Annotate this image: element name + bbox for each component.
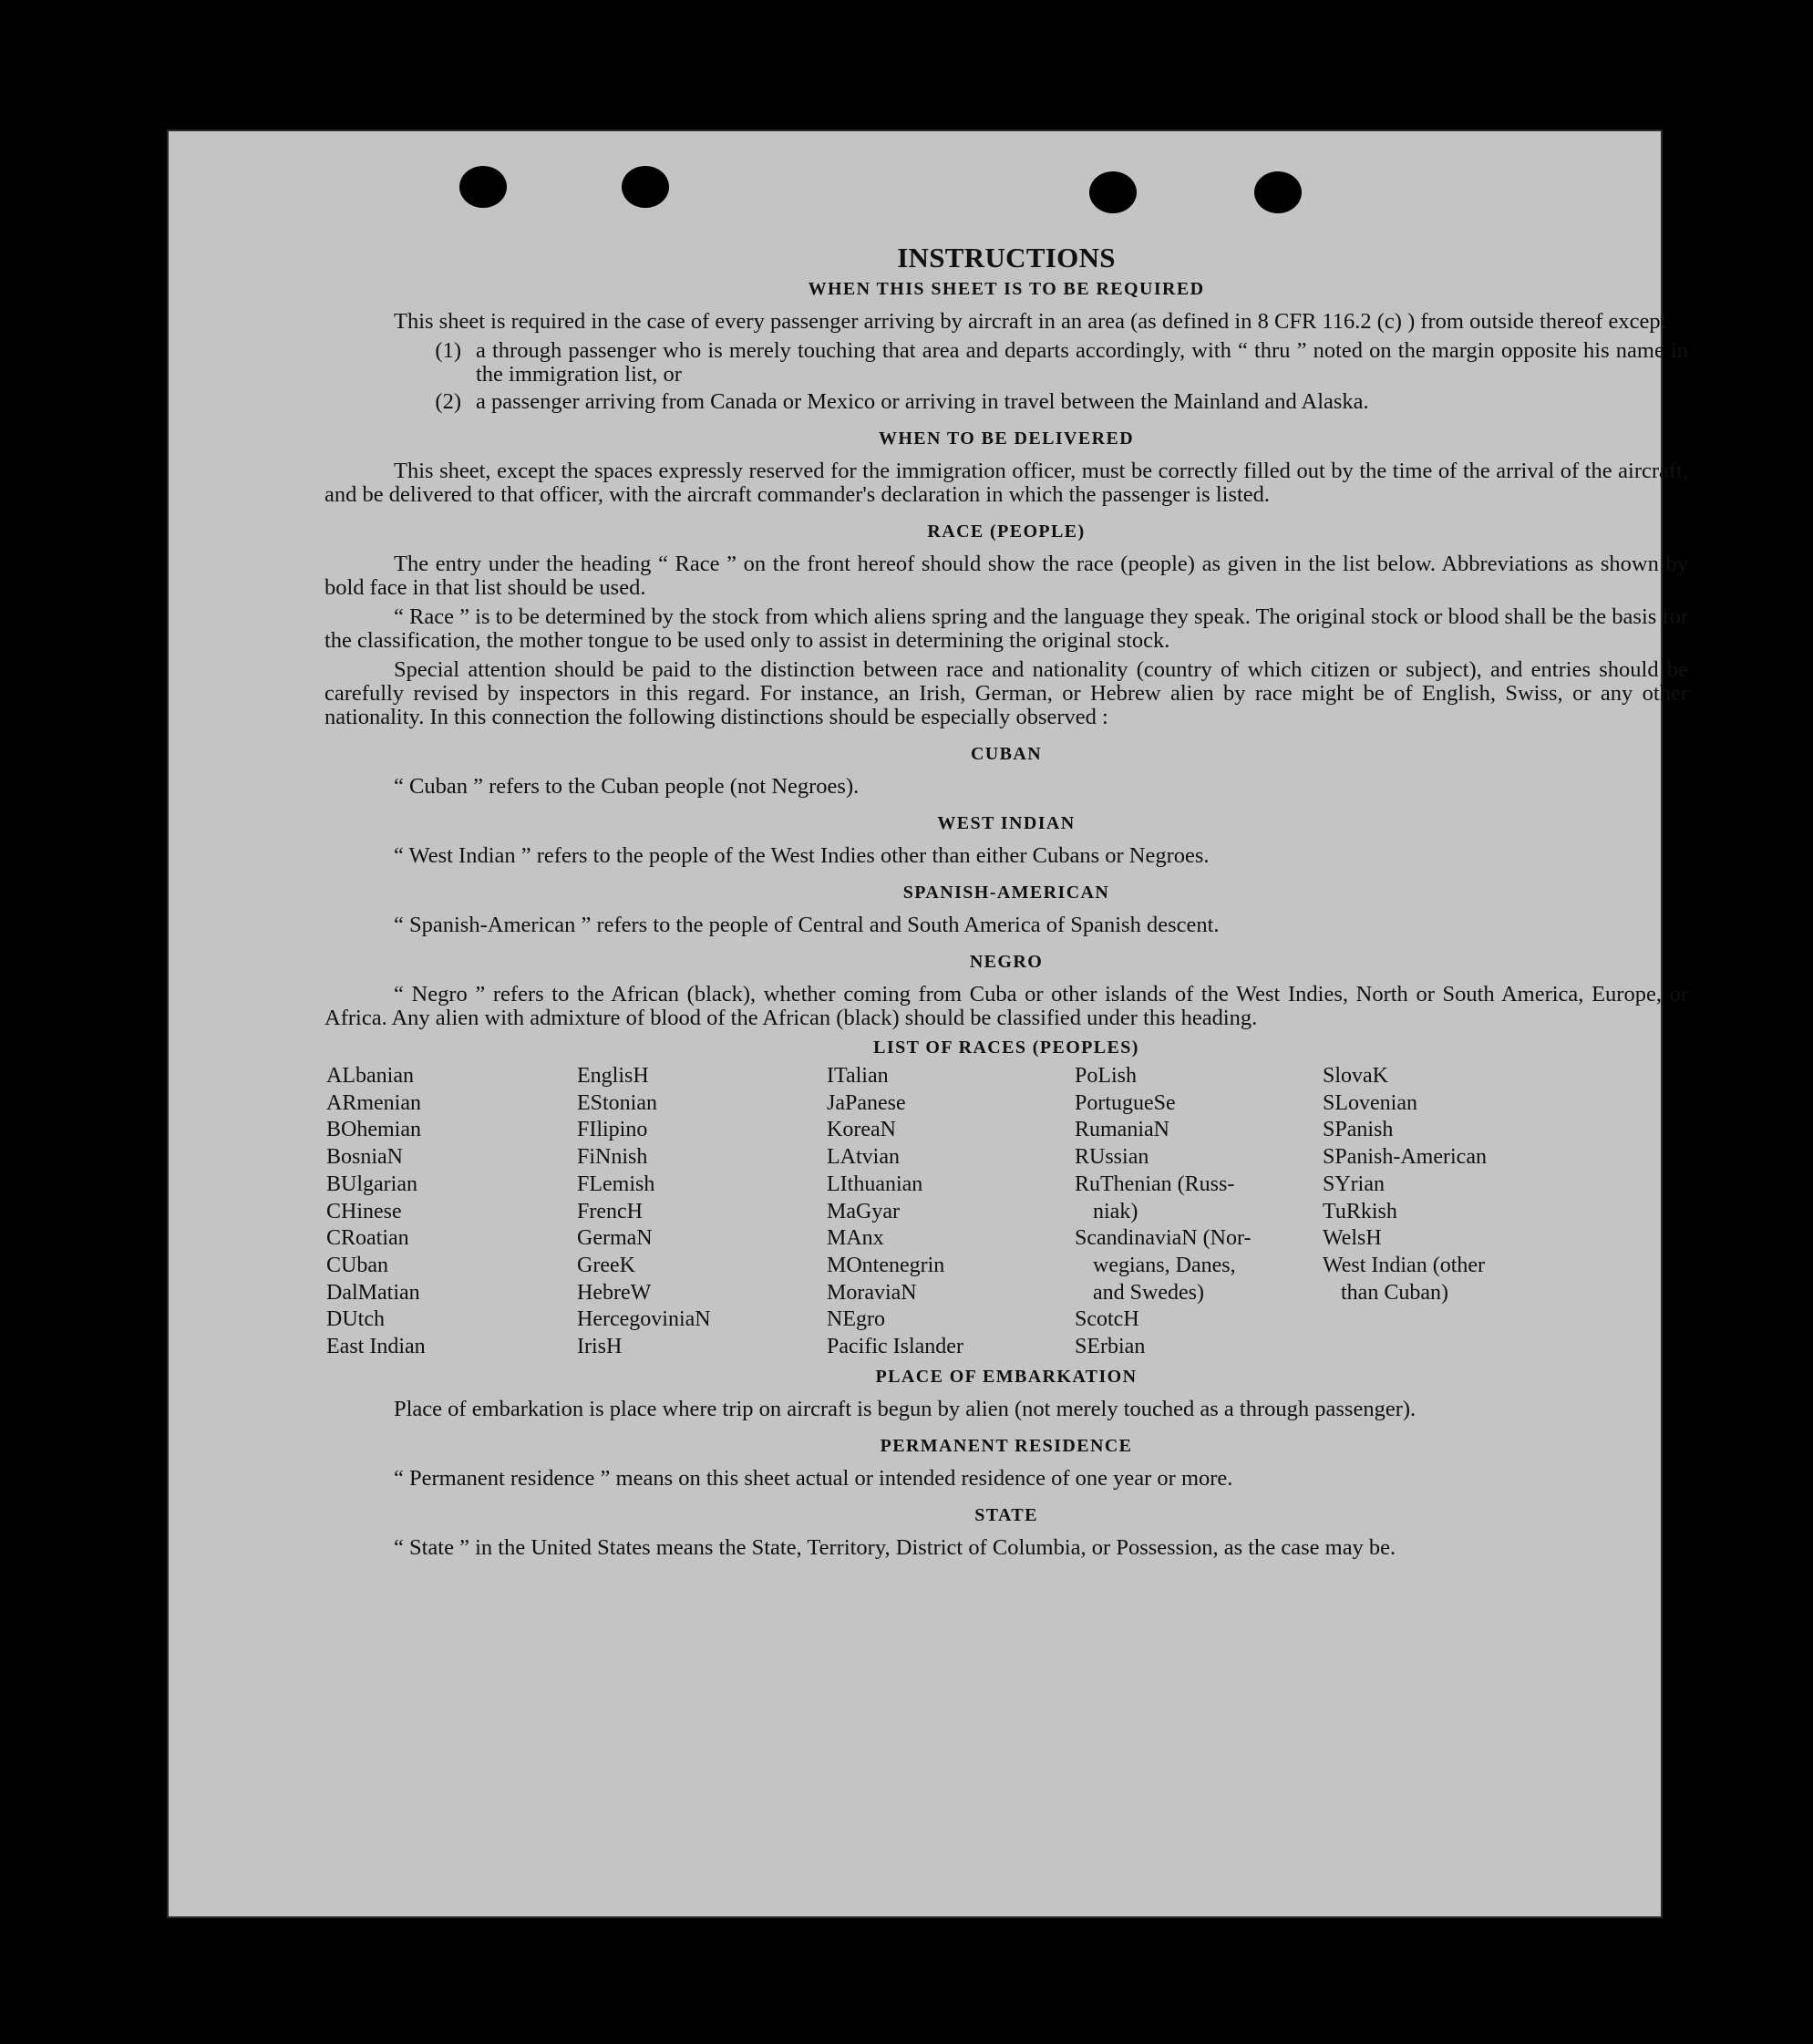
paragraph: “ Cuban ” refers to the Cuban people (not Negroes).	[394, 774, 860, 799]
race-entry: TuRkish	[1323, 1199, 1397, 1223]
race-entry: PortugueSe	[1075, 1090, 1176, 1115]
punch-hole	[622, 166, 669, 208]
race-entry: FrencH	[577, 1199, 643, 1223]
paragraph: Special attention should be paid to the distinction between race and nationality (country of which citizen or subject), and entries should be carefully revised by inspectors in this regard. For instance, an Irish, German, or Hebrew alien by race might be of English, Swiss, or any other nationality. In this connection the following distinctions should be especially observed :	[324, 657, 1688, 729]
section-heading: WHEN TO BE DELIVERED	[878, 428, 1135, 449]
races-list	[326, 1063, 1688, 1361]
paragraph: “ State ” in the United States means the State, Territory, District of Columbia, or Possession, as the case may be.	[394, 1534, 1396, 1560]
race-entry: PoLish	[1075, 1064, 1138, 1088]
punch-hole	[459, 166, 507, 208]
race-entry: FLemish	[577, 1172, 655, 1196]
race-entry: JaPanese	[827, 1090, 906, 1115]
punch-hole	[1089, 171, 1137, 213]
race-entry: SlovaK	[1323, 1064, 1388, 1088]
race-entry: BOhemian	[326, 1118, 421, 1142]
race-entry: LAtvian	[827, 1145, 900, 1170]
punch-hole	[1254, 171, 1302, 213]
race-entry-continued: wegians, Danes,	[1093, 1253, 1236, 1277]
race-entry: HebreW	[577, 1280, 652, 1305]
races-column	[827, 1063, 1075, 1361]
race-entry: MOntenegrin	[827, 1253, 945, 1277]
races-column	[1075, 1063, 1323, 1361]
paragraph: “ West Indian ” refers to the people of the West Indies other than either Cubans or Negroes.	[394, 843, 1210, 868]
list-item	[324, 390, 1688, 414]
race-entry: ITalian	[827, 1064, 889, 1088]
race-entry: West Indian (other	[1323, 1253, 1486, 1277]
section-heading: LIST OF RACES (PEOPLES)	[873, 1037, 1139, 1058]
section-heading: WHEN THIS SHEET IS TO BE REQUIRED	[808, 279, 1205, 299]
race-entry: NEgro	[827, 1307, 885, 1332]
section-heading: WEST INDIAN	[937, 813, 1076, 833]
race-entry: DalMatian	[326, 1280, 420, 1305]
race-entry: CRoatian	[326, 1226, 409, 1251]
race-entry: GermaN	[577, 1226, 653, 1251]
race-entry: MAnx	[827, 1226, 884, 1251]
race-entry: GreeK	[577, 1253, 635, 1277]
paragraph: This sheet is required in the case of every passenger arriving by aircraft in an area (as defined in 8 CFR 116.2 (c) ) from outside thereof except	[394, 309, 1667, 334]
item-text: a passenger arriving from Canada or Mexico or arriving in travel between the Mainland and Alaska.	[476, 389, 1369, 414]
race-entry: HercegoviniaN	[577, 1307, 711, 1332]
paragraph: “ Spanish-American ” refers to the people of Central and South America of Spanish descent.	[394, 913, 1220, 937]
document-sheet	[167, 129, 1688, 1918]
paragraph: “ Permanent residence ” means on this sheet actual or intended residence of one year or more.	[394, 1465, 1233, 1491]
races-column	[326, 1063, 577, 1361]
race-entry: RUssian	[1075, 1145, 1149, 1170]
race-entry: BosniaN	[326, 1145, 403, 1170]
section-heading: NEGRO	[969, 952, 1044, 972]
race-entry: DUtch	[326, 1307, 385, 1332]
race-entry: CHinese	[326, 1199, 402, 1223]
section-heading: STATE	[974, 1504, 1038, 1525]
paragraph: “ Race ” is to be determined by the stock from which aliens spring and the language they speak. The original stock or blood shall be the basis for the classification, the mother tongue to be used only to assist in determining the original stock.	[324, 604, 1688, 653]
race-entry: BUlgarian	[326, 1172, 417, 1196]
race-entry: KoreaN	[827, 1118, 896, 1142]
paragraph: The entry under the heading “ Race ” on the front hereof should show the race (people) as given in the list below. Abbreviations as shown by bold face in that list should be used.	[324, 552, 1688, 600]
race-entry-continued: niak)	[1093, 1199, 1138, 1223]
paragraph: “ Negro ” refers to the African (black), whether coming from Cuba or other islands of the West Indies, North or South America, Europe, or Africa. Any alien with admixture of blood of the African (black) should be classified under this heading.	[324, 982, 1688, 1030]
race-entry: CUban	[326, 1253, 388, 1277]
race-entry: MoraviaN	[827, 1280, 917, 1305]
race-entry: ScotcH	[1075, 1307, 1139, 1332]
race-entry: MaGyar	[827, 1199, 900, 1223]
race-entry: WelsH	[1323, 1226, 1382, 1251]
item-number: (2)	[435, 389, 461, 414]
race-entry: SYrian	[1323, 1172, 1385, 1196]
page-title: INSTRUCTIONS	[897, 242, 1116, 274]
race-entry: SPanish-American	[1323, 1145, 1487, 1170]
section-heading: SPANISH-AMERICAN	[902, 883, 1110, 903]
paragraph: Place of embarkation is place where trip on aircraft is begun by alien (not merely touched as a through passenger).	[394, 1396, 1416, 1421]
section-heading: CUBAN	[970, 744, 1043, 764]
paragraph: This sheet, except the spaces expressly reserved for the immigration officer, must be correctly filled out by the time of the arrival of the aircraft, and be delivered to that officer, with the aircraft commander's declaration in which the passenger is listed.	[324, 459, 1688, 507]
race-entry: FiNnish	[577, 1145, 648, 1170]
section-heading: PERMANENT RESIDENCE	[880, 1435, 1133, 1456]
instructions-content	[324, 242, 1688, 1565]
race-entry: Pacific Islander	[827, 1335, 963, 1359]
race-entry: SLovenian	[1323, 1090, 1417, 1115]
race-entry: ScandinaviaN (Nor-	[1075, 1226, 1252, 1251]
race-entry: RumaniaN	[1075, 1118, 1169, 1142]
race-entry: SPanish	[1323, 1118, 1394, 1142]
race-entry: EStonian	[577, 1090, 657, 1115]
section-heading: RACE (PEOPLE)	[927, 521, 1086, 542]
race-entry: ALbanian	[326, 1064, 414, 1088]
race-entry: EnglisH	[577, 1064, 649, 1088]
race-entry-continued: than Cuban)	[1341, 1280, 1448, 1305]
races-column	[1323, 1063, 1688, 1361]
list-item	[324, 339, 1688, 387]
race-entry: East Indian	[326, 1335, 426, 1359]
section-heading: PLACE OF EMBARKATION	[875, 1366, 1138, 1387]
race-entry: FIlipino	[577, 1118, 648, 1142]
race-entry-continued: and Swedes)	[1093, 1280, 1204, 1305]
race-entry: SErbian	[1075, 1335, 1146, 1359]
race-entry: RuThenian (Russ-	[1075, 1172, 1235, 1196]
races-column	[577, 1063, 827, 1361]
item-number: (1)	[435, 338, 461, 363]
race-entry: LIthuanian	[827, 1172, 923, 1196]
item-text: a through passenger who is merely touching that area and departs accordingly, with “ thru ” noted on the margin opposite his name in the immigration list, or	[476, 338, 1688, 387]
race-entry: ARmenian	[326, 1090, 421, 1115]
race-entry: IrisH	[577, 1335, 623, 1359]
